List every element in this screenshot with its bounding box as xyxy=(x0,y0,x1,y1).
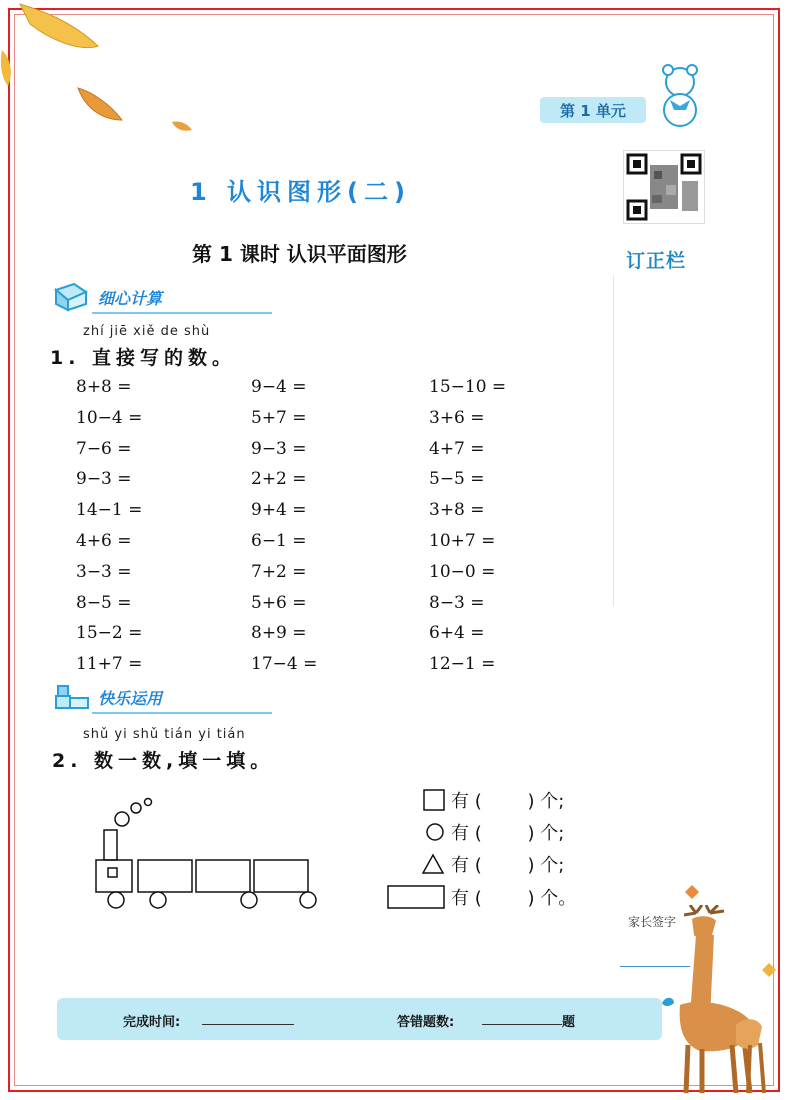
arithmetic-item[interactable]: 10+7 = xyxy=(429,530,496,551)
arithmetic-item[interactable]: 10−4 = xyxy=(76,407,143,428)
lesson-subtitle: 第 1 课时 认识平面图形 xyxy=(192,242,407,266)
deer-illustration-icon xyxy=(640,905,780,1095)
arithmetic-item[interactable]: 8−5 = xyxy=(76,592,132,613)
arithmetic-item[interactable]: 10−0 = xyxy=(429,561,496,582)
arithmetic-item[interactable]: 14−1 = xyxy=(76,500,143,521)
arithmetic-item[interactable]: 4+7 = xyxy=(429,438,485,459)
arithmetic-item[interactable]: 9−3 = xyxy=(76,469,132,490)
triangle-icon xyxy=(385,853,445,875)
circle-icon xyxy=(385,822,445,842)
correction-divider xyxy=(613,276,614,606)
arithmetic-item[interactable]: 3−3 = xyxy=(76,561,132,582)
count-answer-blank[interactable]: 有 ( ) 个; xyxy=(451,791,565,812)
correction-column-label: 订正栏 xyxy=(626,250,687,272)
leaf-icon xyxy=(760,962,778,978)
error-count-label: 答错题数: xyxy=(397,1015,455,1030)
arithmetic-item[interactable]: 6−1 = xyxy=(251,530,307,551)
section-happy-apply xyxy=(52,682,162,712)
arithmetic-item[interactable]: 6+4 = xyxy=(429,623,485,644)
section-underline xyxy=(92,712,272,714)
book-icon xyxy=(52,282,92,312)
shape-count-row xyxy=(385,882,605,912)
arithmetic-item[interactable]: 5+7 = xyxy=(251,407,307,428)
count-answer-blank[interactable]: 有 ( ) 个; xyxy=(451,823,565,844)
shape-count-row xyxy=(385,817,605,847)
arithmetic-item[interactable]: 2+2 = xyxy=(251,469,307,490)
completion-bar xyxy=(57,998,662,1040)
bear-mascot-icon xyxy=(652,62,708,130)
qr-code-icon xyxy=(623,150,705,224)
arithmetic-item[interactable]: 15−10 = xyxy=(429,377,507,397)
q2-title: 2. 数一数,填一填。 xyxy=(52,750,275,772)
train-figure xyxy=(92,794,324,912)
arithmetic-item[interactable]: 9−3 = xyxy=(251,438,307,459)
q2-pinyin: shǔ yi shǔ tián yi tián xyxy=(83,727,246,742)
section-underline xyxy=(92,312,272,314)
completion-time-label: 完成时间: xyxy=(123,1015,181,1030)
q1-pinyin: zhí jiē xiě de shù xyxy=(83,324,211,339)
arithmetic-item[interactable]: 7+2 = xyxy=(251,561,307,582)
blocks-icon xyxy=(52,682,92,712)
arithmetic-item[interactable]: 8−3 = xyxy=(429,592,485,613)
arithmetic-grid xyxy=(76,372,569,680)
q1-title: 1. 直接写的数。 xyxy=(50,347,237,369)
error-count-suffix: 题 xyxy=(562,1015,576,1030)
error-count-blank[interactable] xyxy=(482,1024,562,1025)
unit-tag: 第 1 单元 xyxy=(540,97,646,123)
shape-count-row xyxy=(385,785,605,815)
arithmetic-item[interactable]: 8+8 = xyxy=(76,377,132,397)
section-careful-calc xyxy=(52,282,162,312)
arithmetic-item[interactable]: 5+6 = xyxy=(251,592,307,613)
parent-signature-label: 家长签字 xyxy=(628,915,677,929)
count-answer-blank[interactable]: 有 ( ) 个; xyxy=(451,855,565,876)
lesson-title: 1 认识图形(二) xyxy=(190,178,411,206)
arithmetic-item[interactable]: 12−1 = xyxy=(429,654,496,675)
arithmetic-item[interactable]: 3+6 = xyxy=(429,407,485,428)
completion-time-blank[interactable] xyxy=(202,1024,294,1025)
arithmetic-item[interactable]: 9−4 = xyxy=(251,377,307,397)
arithmetic-item[interactable]: 5−5 = xyxy=(429,469,485,490)
arithmetic-item[interactable]: 3+8 = xyxy=(429,500,485,521)
arithmetic-item[interactable]: 15−2 = xyxy=(76,623,143,644)
count-answer-blank[interactable]: 有 ( ) 个。 xyxy=(451,888,577,909)
rectangle-icon xyxy=(385,885,445,909)
square-icon xyxy=(385,789,445,811)
arithmetic-item[interactable]: 17−4 = xyxy=(251,654,318,675)
shape-count-row xyxy=(385,849,605,879)
arithmetic-item[interactable]: 11+7 = xyxy=(76,654,143,675)
leaf-icon xyxy=(683,884,701,900)
arithmetic-item[interactable]: 9+4 = xyxy=(251,500,307,521)
arithmetic-item[interactable]: 4+6 = xyxy=(76,530,132,551)
section-label: 细心计算 xyxy=(98,288,163,308)
arithmetic-item[interactable]: 8+9 = xyxy=(251,623,307,644)
arithmetic-item[interactable]: 7−6 = xyxy=(76,438,132,459)
section-label: 快乐运用 xyxy=(98,688,163,708)
autumn-leaves-decoration xyxy=(0,0,200,140)
